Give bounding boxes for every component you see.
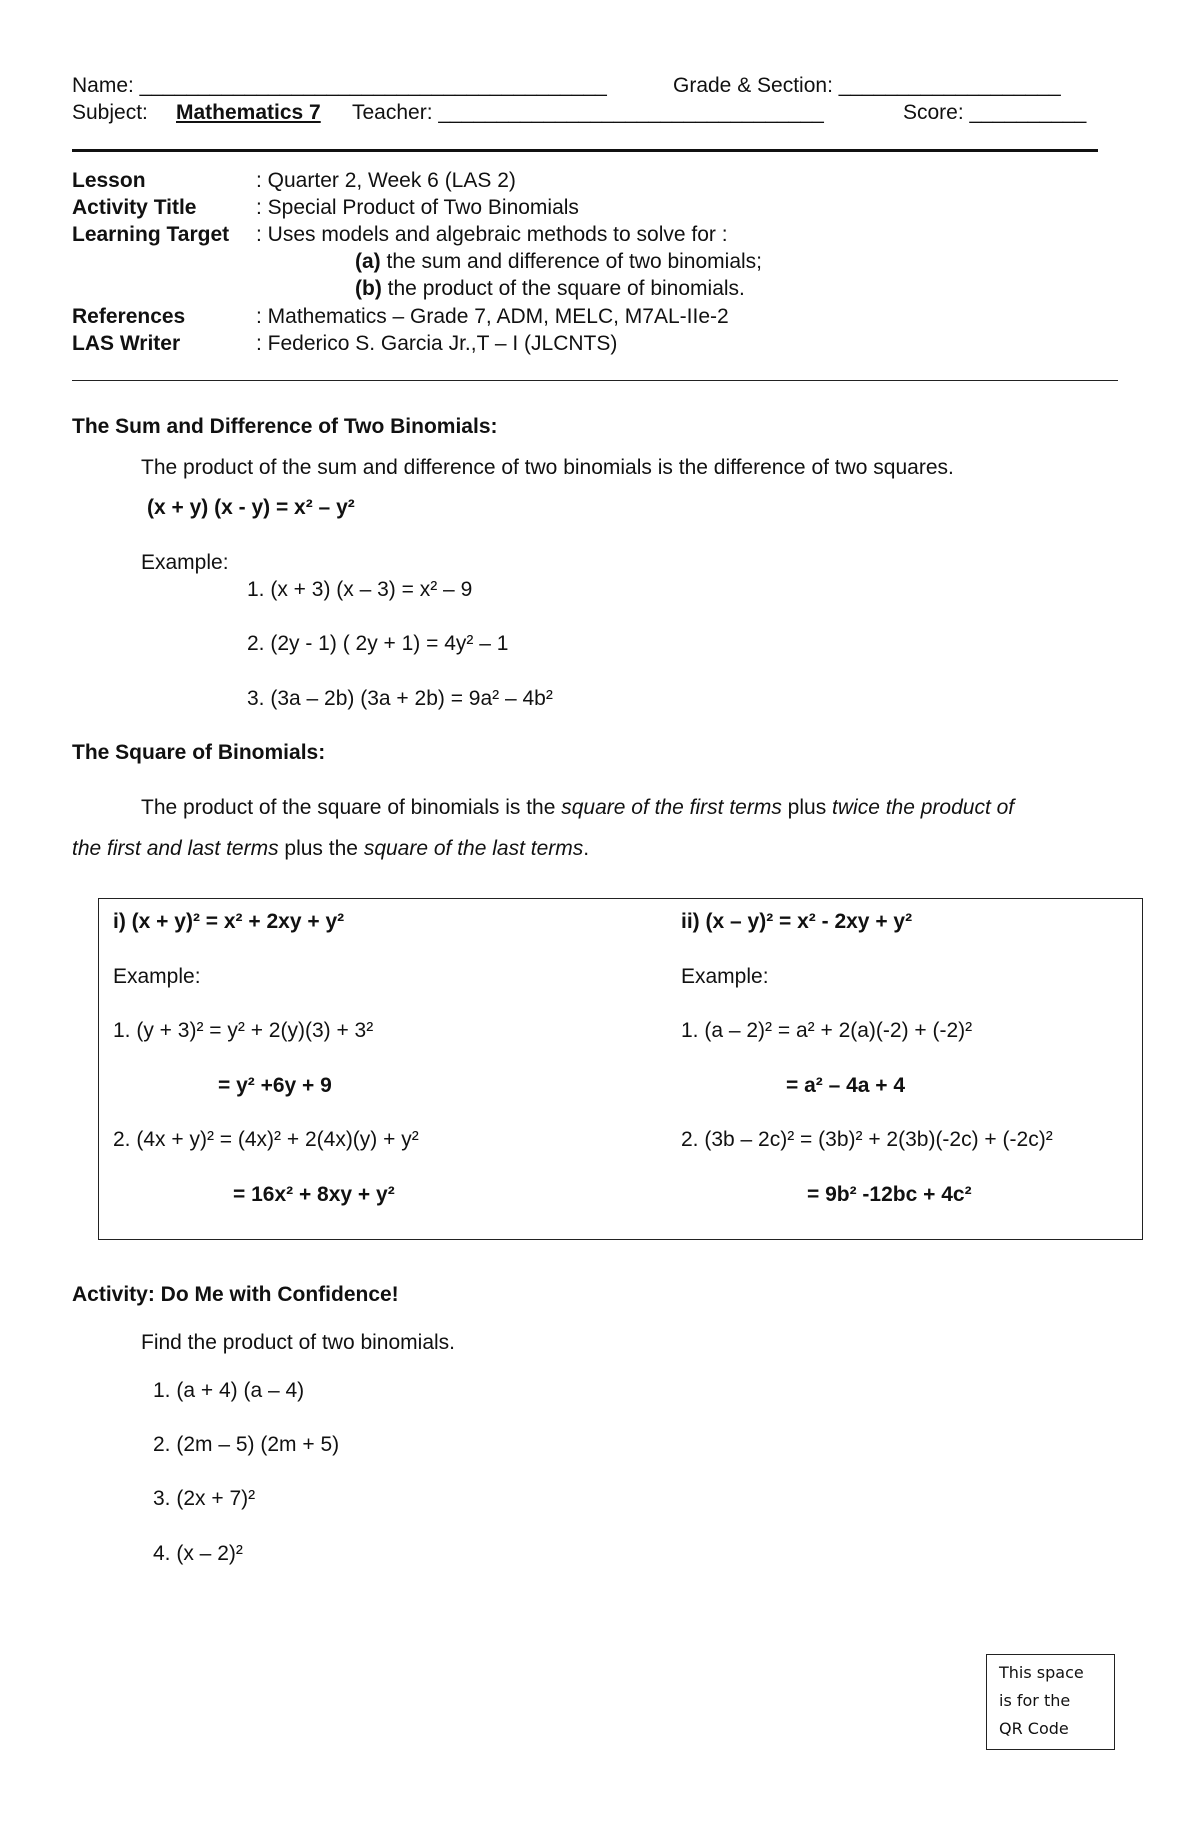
target-a-tag: (a) xyxy=(355,250,381,273)
desc1-part-b: square of the first terms xyxy=(561,796,782,819)
qr-note-line-1: This space xyxy=(999,1663,1084,1682)
sum-difference-heading: The Sum and Difference of Two Binomials: xyxy=(72,415,498,438)
subject-value: Mathematics 7 xyxy=(176,101,321,124)
activity-heading: Activity: Do Me with Confidence! xyxy=(72,1283,399,1306)
activity-item-1: 1. (a + 4) (a – 4) xyxy=(153,1379,305,1402)
sum-difference-example-2: 2. (2y - 1) ( 2y + 1) = 4y² – 1 xyxy=(247,632,509,655)
desc2-part-c: square of the last terms xyxy=(363,837,584,860)
sum-difference-example-3: 3. (3a – 2b) (3a + 2b) = 9a² – 4b² xyxy=(247,687,553,710)
square-binomials-description-line2 xyxy=(72,837,589,861)
grade-section-field-label: Grade & Section: ___________________ xyxy=(673,74,1061,97)
target-b-tag: (b) xyxy=(355,277,382,300)
info-divider xyxy=(72,380,1118,381)
square-binomials-heading: The Square of Binomials: xyxy=(72,741,326,764)
square-sum-example-2: 2. (4x + y)² = (4x)² + 2(4x)(y) + y² xyxy=(113,1128,419,1151)
subject-label: Subject: xyxy=(72,101,148,124)
desc1-part-c: plus xyxy=(781,796,833,819)
sum-difference-formula: (x + y) (x - y) = x² – y² xyxy=(147,496,355,519)
activity-item-3: 3. (2x + 7)² xyxy=(153,1487,256,1510)
square-difference-example-1-result: = a² – 4a + 4 xyxy=(786,1074,906,1097)
activity-title-value: : Special Product of Two Binomials xyxy=(256,196,579,219)
qr-code-placeholder xyxy=(986,1654,1115,1750)
sum-difference-example-1: 1. (x + 3) (x – 3) = x² – 9 xyxy=(247,578,473,601)
desc1-part-d: twice the product of xyxy=(832,796,1015,819)
las-writer-value: : Federico S. Garcia Jr.,T – I (JLCNTS) xyxy=(256,332,618,355)
square-sum-example-1-result: = y² +6y + 9 xyxy=(218,1074,332,1097)
sum-difference-description: The product of the sum and difference of two binomials is the difference of two squares. xyxy=(141,456,954,479)
activity-instruction: Find the product of two binomials. xyxy=(141,1331,455,1354)
square-difference-example-1: 1. (a – 2)² = a² + 2(a)(-2) + (-2)² xyxy=(681,1019,973,1042)
desc2-part-d: . xyxy=(583,837,590,860)
header-divider xyxy=(72,149,1098,152)
qr-note-line-3: QR Code xyxy=(999,1719,1069,1738)
score-field-label: Score: __________ xyxy=(903,101,1087,124)
qr-note-line-2: is for the xyxy=(999,1691,1071,1710)
sum-difference-example-label: Example: xyxy=(141,551,229,574)
activity-item-4: 4. (x – 2)² xyxy=(153,1542,243,1565)
learning-target-b xyxy=(355,277,745,301)
square-sum-example-2-result: = 16x² + 8xy + y² xyxy=(233,1183,395,1206)
las-writer-label: LAS Writer xyxy=(72,332,181,355)
target-b-text: the product of the square of binomials. xyxy=(381,277,745,300)
desc2-part-a: the first and last terms xyxy=(72,837,279,860)
learning-target-value: : Uses models and algebraic methods to solve for : xyxy=(256,223,728,246)
references-value: : Mathematics – Grade 7, ADM, MELC, M7AL-IIe-2 xyxy=(256,305,729,328)
square-difference-example-label: Example: xyxy=(681,965,769,988)
target-a-text: the sum and difference of two binomials; xyxy=(380,250,762,273)
square-sum-formula: i) (x + y)² = x² + 2xy + y² xyxy=(113,910,345,933)
desc1-part-a: The product of the square of binomials is the xyxy=(141,796,562,819)
activity-item-2: 2. (2m – 5) (2m + 5) xyxy=(153,1433,340,1456)
square-sum-example-label: Example: xyxy=(113,965,201,988)
square-sum-example-1: 1. (y + 3)² = y² + 2(y)(3) + 3² xyxy=(113,1019,374,1042)
square-difference-example-2: 2. (3b – 2c)² = (3b)² + 2(3b)(-2c) + (-2c)² xyxy=(681,1128,1053,1151)
square-difference-example-2-result: = 9b² -12bc + 4c² xyxy=(807,1183,972,1206)
teacher-field-label: Teacher: _________________________________ xyxy=(352,101,824,124)
square-difference-formula: ii) (x – y)² = x² - 2xy + y² xyxy=(681,910,913,933)
lesson-value: : Quarter 2, Week 6 (LAS 2) xyxy=(256,169,516,192)
learning-target-label: Learning Target xyxy=(72,223,230,246)
square-binomials-description-line1 xyxy=(141,796,1014,820)
lesson-label: Lesson xyxy=(72,169,146,192)
desc2-part-b: plus the xyxy=(278,837,364,860)
name-field-label: Name: ________________________________________ xyxy=(72,74,607,97)
references-label: References xyxy=(72,305,186,328)
activity-title-label: Activity Title xyxy=(72,196,197,219)
learning-target-a xyxy=(355,250,762,274)
